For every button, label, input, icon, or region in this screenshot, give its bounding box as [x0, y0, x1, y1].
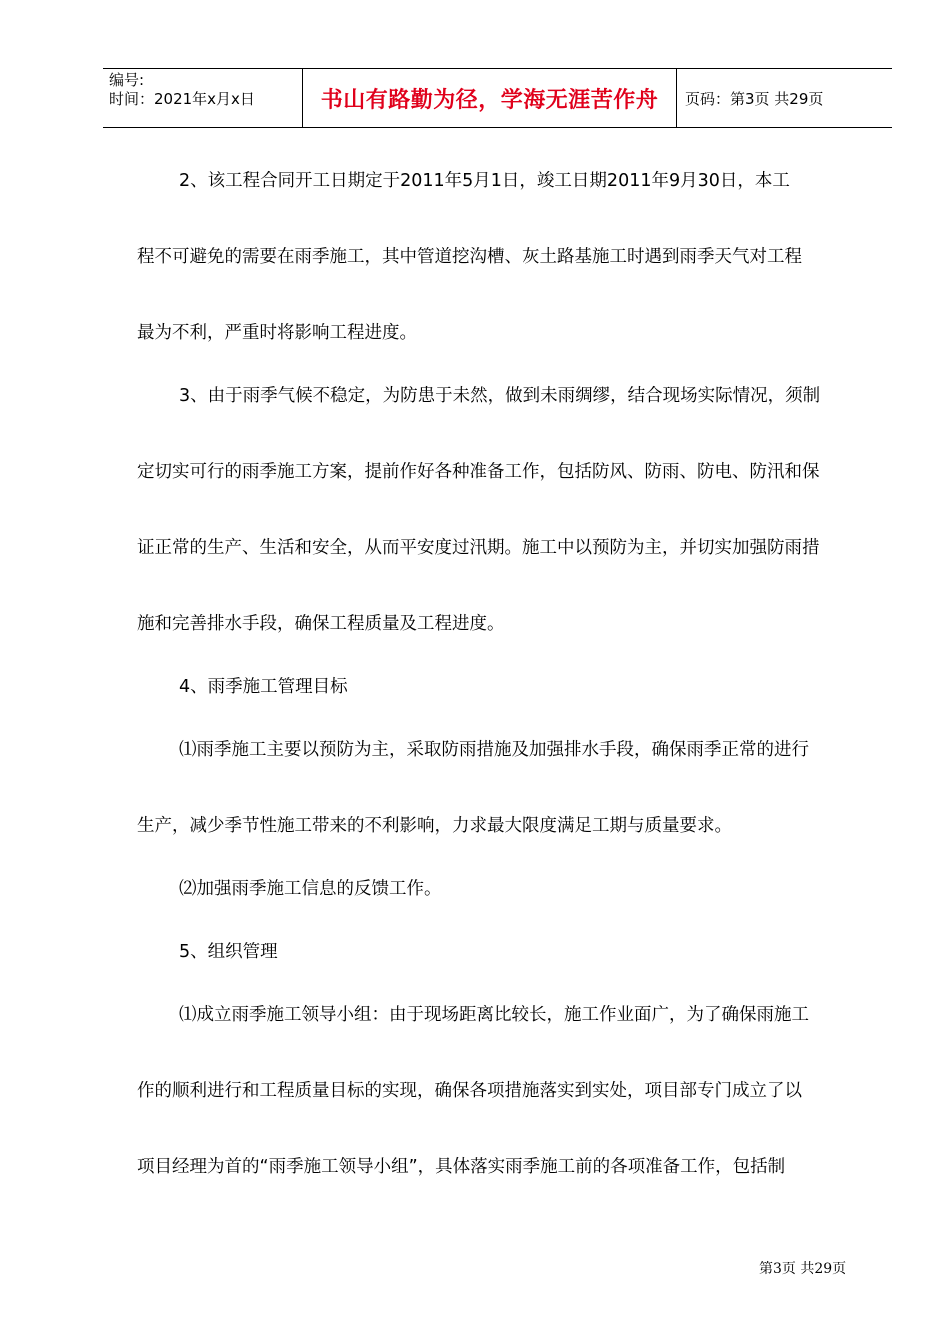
header-motto: 书山有路勤为径，学海无涯苦作舟 — [303, 69, 677, 127]
body-line: 最为不利，严重时将影响工程进度。 — [137, 323, 417, 343]
body-line: 项目经理为首的“雨季施工领导小组”，具体落实雨季施工前的各项准备工作，包括制 — [137, 1157, 786, 1177]
body-line: 2、该工程合同开工日期定于2011年5月1日，竣工日期2011年9月30日，本工 — [179, 171, 790, 191]
body-line: 证正常的生产、生活和安全，从而平安度过汛期。施工中以预防为主，并切实加强防雨措 — [137, 538, 820, 558]
body-line: 3、由于雨季气候不稳定，为防患于未然，做到未雨绸缪，结合现场实际情况，须制 — [179, 386, 821, 406]
section-heading: 5、组织管理 — [179, 942, 278, 962]
body-line: 作的顺利进行和工程质量目标的实现，确保各项措施落实到实处，项目部专门成立了以 — [137, 1081, 802, 1101]
body-line: 生产，减少季节性施工带来的不利影响，力求最大限度满足工期与质量要求。 — [137, 816, 732, 836]
document-number-label: 编号: — [109, 71, 145, 89]
document-time-label: 时间：2021年x月x日 — [109, 90, 255, 108]
body-line: ⑴雨季施工主要以预防为主，采取防雨措施及加强排水手段，确保雨季正常的进行 — [179, 740, 809, 760]
document-body — [137, 163, 861, 1185]
page-header — [103, 68, 892, 128]
section-heading: 4、雨季施工管理目标 — [179, 677, 348, 697]
header-page-number: 页码：第3页 共29页 — [685, 89, 824, 108]
body-line: ⑴成立雨季施工领导小组：由于现场距离比较长，施工作业面广，为了确保雨施工 — [179, 1005, 809, 1025]
body-line: 施和完善排水手段，确保工程质量及工程进度。 — [137, 614, 505, 634]
header-meta — [103, 69, 303, 127]
body-line: 程不可避免的需要在雨季施工，其中管道挖沟槽、灰土路基施工时遇到雨季天气对工程 — [137, 247, 802, 267]
page-footer-number: 第3页 共29页 — [759, 1261, 847, 1277]
body-line: ⑵加强雨季施工信息的反馈工作。 — [179, 879, 442, 899]
body-line: 定切实可行的雨季施工方案，提前作好各种准备工作，包括防风、防雨、防电、防汛和保 — [137, 462, 820, 482]
